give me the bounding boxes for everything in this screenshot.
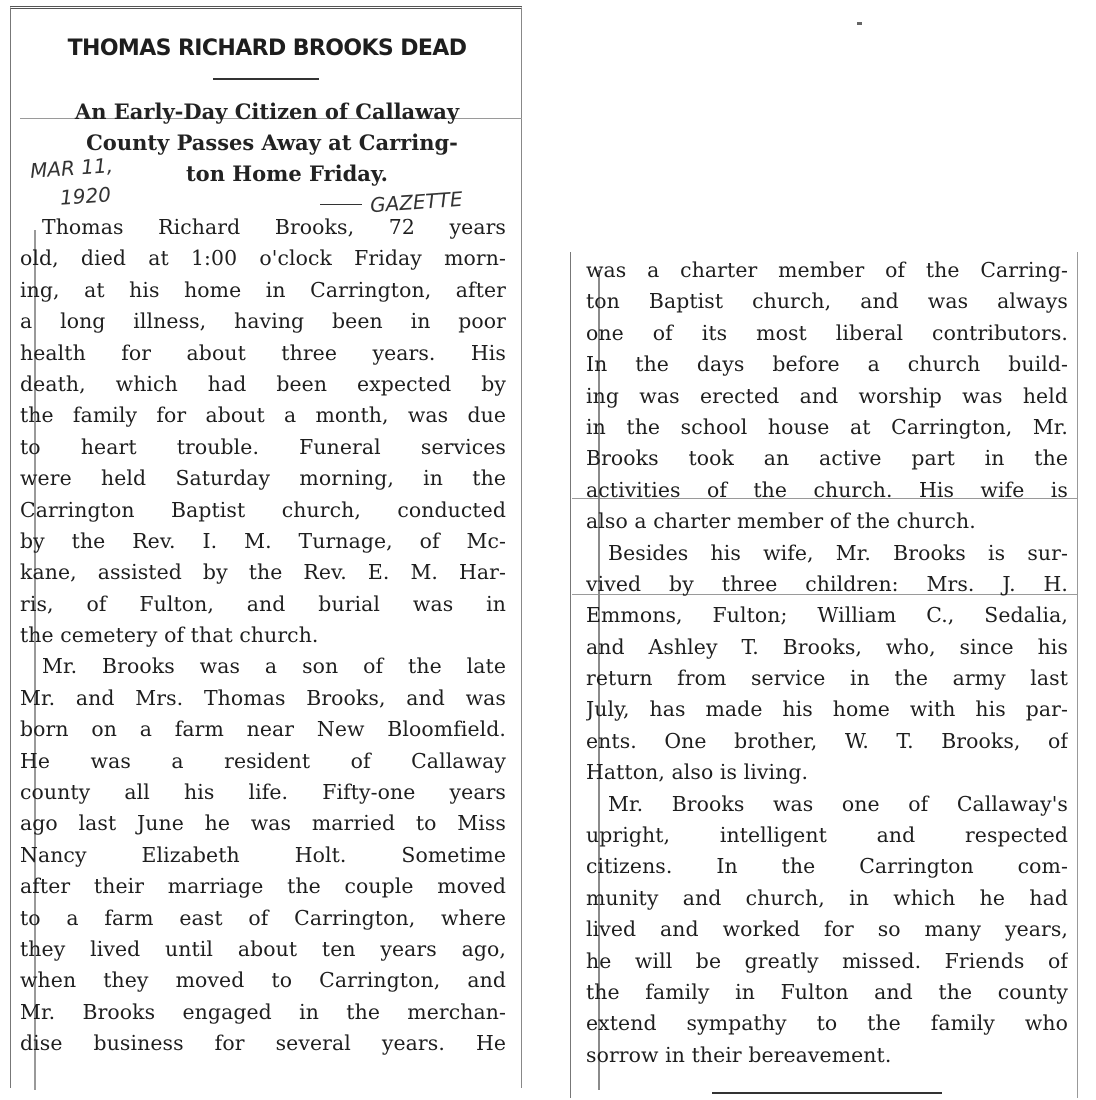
- text-line: munity and church, in which he had: [586, 885, 1068, 910]
- text-line: lived and worked for so many years,: [586, 917, 1068, 942]
- text-line: Mr. Brooks engaged in the merchan-: [20, 999, 506, 1024]
- text-line: also a charter member of the church.: [586, 509, 976, 534]
- handwritten-dash: [320, 204, 362, 205]
- text-line: and Ashley T. Brooks, who, since his: [586, 634, 1068, 659]
- text-line: Brooks took an active part in the: [586, 446, 1068, 471]
- text-line: Nancy Elizabeth Holt. Sometime: [20, 842, 506, 867]
- headline-rule: [213, 78, 319, 80]
- text-line: by the Rev. I. M. Turnage, of Mc-: [20, 528, 506, 553]
- text-line: ago last June he was married to Miss: [20, 811, 506, 836]
- text-line: health for about three years. His: [20, 340, 506, 365]
- subhead-line: ton Home Friday.: [185, 161, 388, 186]
- text-line: to heart trouble. Funeral services: [20, 434, 506, 459]
- text-line: ents. One brother, W. T. Brooks, of: [586, 728, 1068, 753]
- text-line: ris, of Fulton, and burial was in: [20, 591, 506, 616]
- text-line: a long illness, having been in poor: [20, 309, 506, 334]
- text-line: Emmons, Fulton; William C., Sedalia,: [586, 603, 1068, 628]
- handwritten-year: 1920: [59, 182, 112, 210]
- text-line: Mr. and Mrs. Thomas Brooks, and was: [20, 685, 506, 710]
- text-line: Hatton, also is living.: [586, 760, 809, 785]
- text-line: Thomas Richard Brooks, 72 years: [42, 215, 506, 239]
- text-line: He was a resident of Callaway: [20, 748, 506, 773]
- text-line: In the days before a church build-: [586, 352, 1068, 377]
- text-line: Besides his wife, Mr. Brooks is sur-: [608, 540, 1068, 565]
- text-line: old, died at 1:00 o'clock Friday morn-: [20, 246, 506, 271]
- text-line: he will be greatly missed. Friends of: [586, 948, 1068, 973]
- handwritten-date: MAR 11,: [29, 153, 114, 183]
- text-line: was a charter member of the Carring-: [586, 258, 1068, 282]
- text-line: to a farm east of Carrington, where: [20, 905, 506, 930]
- handwritten-source: GAZETTE: [369, 186, 464, 218]
- text-line: ton Baptist church, and was always: [586, 289, 1068, 314]
- text-line: county all his life. Fifty-one years: [20, 780, 506, 805]
- text-line: the family for about a month, was due: [20, 403, 506, 428]
- article-column-left: [20, 212, 506, 1060]
- text-line: Mr. Brooks was one of Callaway's: [608, 791, 1068, 816]
- end-rule: [712, 1092, 942, 1094]
- text-line: the cemetery of that church.: [20, 623, 319, 648]
- text-line: vived by three children: Mrs. J. H.: [586, 571, 1068, 596]
- text-line: upright, intelligent and respected: [586, 823, 1068, 848]
- text-line: ing, at his home in Carrington, after: [20, 277, 506, 302]
- text-line: born on a farm near New Bloomfield.: [20, 717, 506, 742]
- text-line: ing was erected and worship was held: [586, 383, 1068, 408]
- text-line: activities of the church. His wife is: [586, 477, 1068, 502]
- text-line: in the school house at Carrington, Mr.: [586, 414, 1068, 439]
- text-line: kane, assisted by the Rev. E. M. Har-: [20, 560, 506, 585]
- text-line: citizens. In the Carrington com-: [586, 854, 1068, 879]
- text-line: after their marriage the couple moved: [20, 874, 506, 899]
- text-line: death, which had been expected by: [20, 371, 506, 396]
- text-line: when they moved to Carrington, and: [20, 968, 506, 993]
- subhead-line: County Passes Away at Carring-: [86, 130, 458, 155]
- text-line: one of its most liberal contributors.: [586, 320, 1068, 345]
- text-line: Mr. Brooks was a son of the late: [42, 654, 506, 679]
- text-line: sorrow in their bereavement.: [586, 1042, 892, 1067]
- text-line: they lived until about ten years ago,: [20, 936, 506, 961]
- text-line: dise business for several years. He: [20, 1031, 506, 1056]
- headline: THOMAS RICHARD BROOKS DEAD: [67, 36, 467, 61]
- speck: [857, 22, 862, 25]
- text-line: the family in Fulton and the county: [586, 979, 1068, 1004]
- subhead-line: An Early-Day Citizen of Callaway: [74, 99, 460, 124]
- text-line: Carrington Baptist church, conducted: [20, 497, 506, 522]
- text-line: July, has made his home with his par-: [586, 697, 1068, 722]
- text-line: return from service in the army last: [586, 666, 1068, 691]
- text-line: were held Saturday morning, in the: [20, 466, 506, 491]
- article-column-right: [586, 255, 1068, 1071]
- text-line: extend sympathy to the family who: [586, 1011, 1068, 1036]
